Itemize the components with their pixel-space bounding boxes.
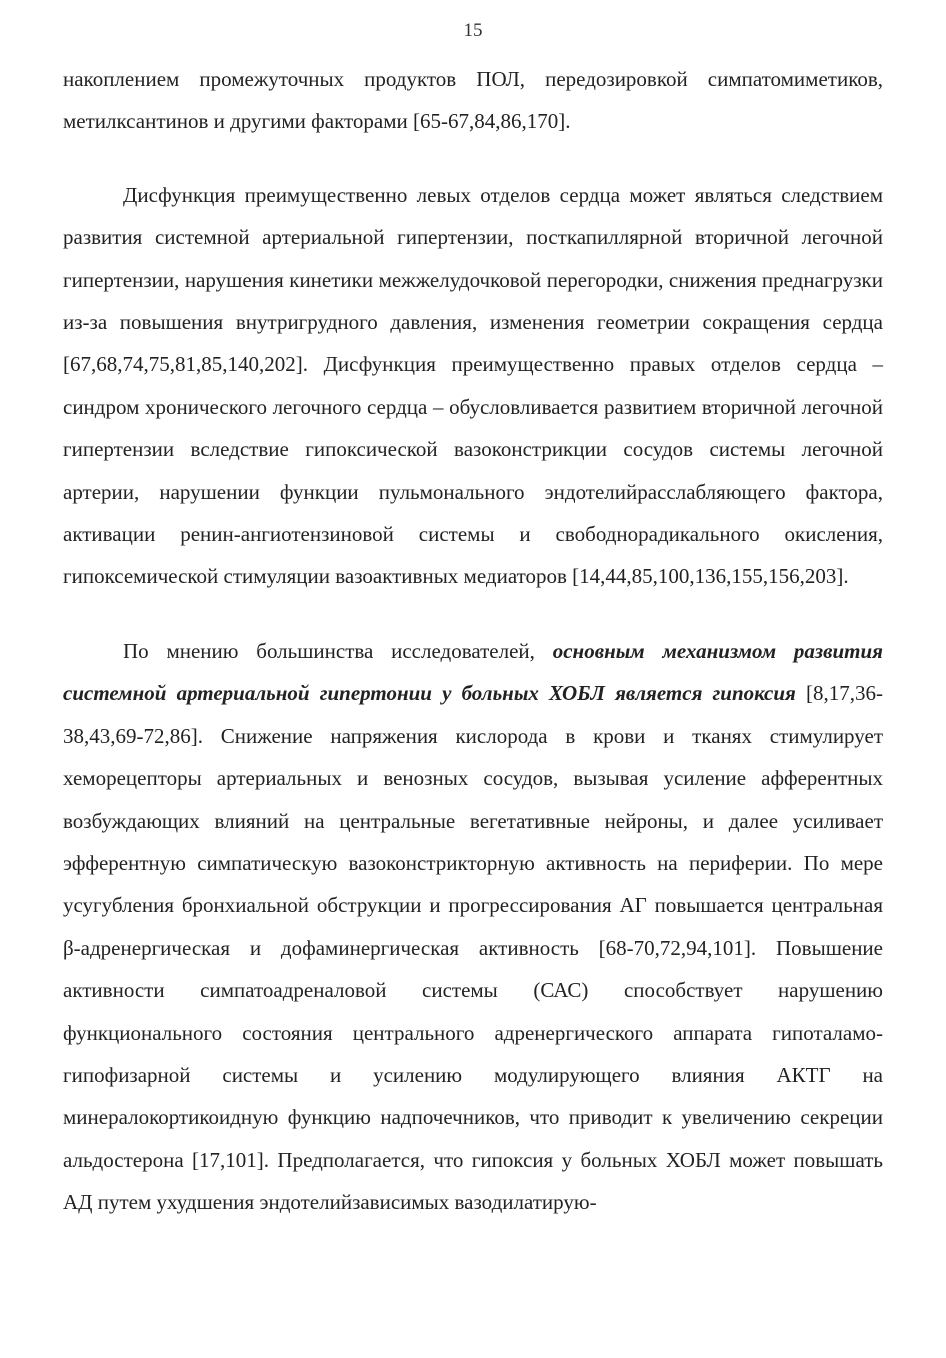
page-number: 15 xyxy=(463,20,483,41)
paragraph-rest-text: [8,17,36-38,43,69-72,86]. Снижение напряжения кислорода в крови и тканях стимулирует хеморецепторы артериальных и венозных сосудов, вызывая усиление афферентных возбуждающих влияний на центральные вегетативные нейроны, и далее усиливает эфферентную симпатическую вазоконстрикторную активность на периферии. По мере усугубления бронхиальной обструкции и прогрессирования АГ повышается центральная β-адренергическая и дофаминергическая активность [68-70,72,94,101]. Повышение активности симпатоадреналовой системы (САС) способствует нарушению функционального состояния центрального адренергического аппарата гипоталамо-гипофизарной системы и усилению модулирующего влияния АКТГ на минералокортикоидную функцию надпочечников, что приводит к увеличению секреции альдостерона [17,101]. Предполагается, что гипоксия у больных ХОБЛ может повышать АД путем ухудшения эндотелийзависимых вазодилатирую- xyxy=(63,681,883,1215)
paragraph-continuation: накоплением промежуточных продуктов ПОЛ, передозировкой симпатомиметиков, метилксантинов и другими факторами [65-67,84,86,170]. xyxy=(63,67,883,134)
body-text xyxy=(63,58,883,1224)
paragraph-hypoxia-mechanism xyxy=(63,630,883,1224)
paragraph-gap xyxy=(63,143,883,174)
paragraph-lead-text: По мнению большинства исследователей, xyxy=(123,638,553,663)
paragraph-gap xyxy=(63,598,883,630)
paragraph-heart-dysfunction: Дисфункция преимущественно левых отделов сердца может являться следствием развития системной артериальной гипертензии, посткапиллярной вторичной легочной гипертензии, нарушения кинетики межжелудочковой перегородки, снижения преднагрузки из-за повышения внутригрудного давления, изменения геометрии сокращения сердца [67,68,74,75,81,85,140,202]. Дисфункция преимущественно правых отделов сердца – синдром хронического легочного сердца – обусловливается развитием вторичной легочной гипертензии вследствие гипоксической вазоконстрикции сосудов системы легочной артерии, нарушении функции пульмонального эндотелийрасслабляющего фактора, активации ренин-ангиотензиновой системы и свободнорадикального окисления, гипоксемической стимуляции вазоактивных медиаторов [14,44,85,100,136,155,156,203]. xyxy=(63,182,883,589)
emphasized-text: основным механизмом развития системной артериальной гипертонии у больных ХОБЛ является гипоксия xyxy=(63,638,883,706)
